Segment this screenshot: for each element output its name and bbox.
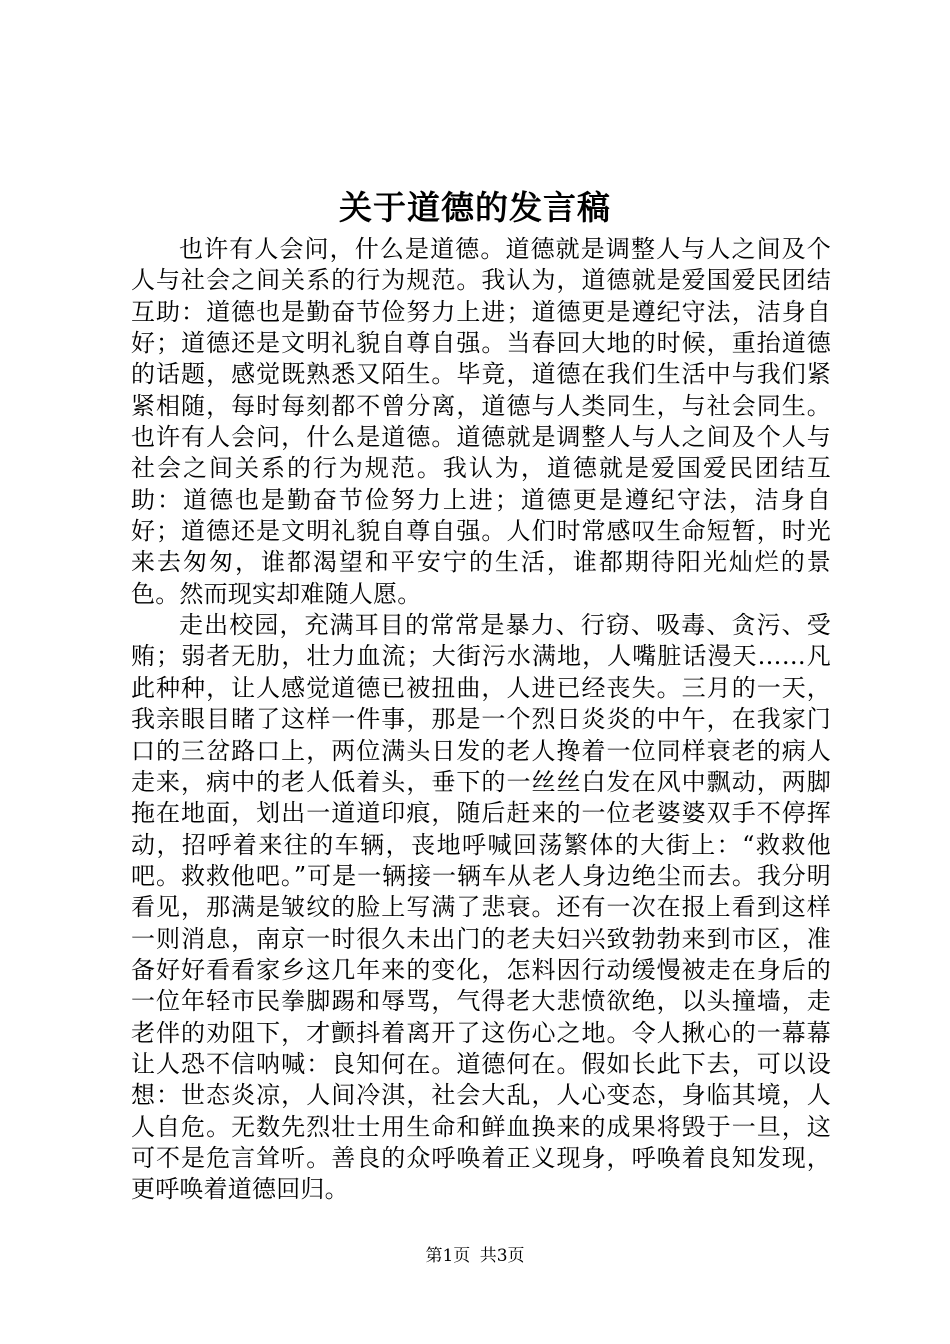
document-body: [131, 234, 831, 1206]
page-number: 第1页: [425, 1246, 471, 1266]
paragraph-2: 走出校园，充满耳目的常常是暴力、行窃、吸毒、贪污、受贿；弱者无肋，壮力血流；大街污水满地，人嘴脏话漫天……凡此种种，让人感觉道德已被扭曲，人进已经丧失。三月的一天，我亲眼目睹了这样一件事，那是一个烈日炎炎的中午，在我家门口的三岔路口上，两位满头日发的老人搀着一位同样衰老的病人走来，病中的老人低着头，垂下的一丝丝白发在风中飘动，两脚拖在地面，划出一道道印痕，随后赶来的一位老婆婆双手不停挥动，招呼着来往的车辆，丧地呼喊回荡繁体的大街上：“救救他吧。救救他吧。”可是一辆接一辆车从老人身边绝尘而去。我分明看见，那满是皱纹的脸上写满了悲衰。还有一次在报上看到这样一则消息，南京一时很久未出门的老夫妇兴致勃勃来到市区，准备好好看看家乡这几年来的变化，怎料因行动缓慢被走在身后的一位年轻市民拳脚踢和辱骂，气得老大悲愤欲绝，以头撞墙，走老伴的劝阻下，才颤抖着离开了这伤心之地。令人揪心的一幕幕让人恐不信呐喊：良知何在。道德何在。假如长此下去，可以设想：世态炎凉，人间冷淇，社会大乱，人心变态，身临其境，人人自危。无数先烈壮士用生命和鲜血换来的成果将毁于一旦，这可不是危言耸听。善良的众呼唤着正义现身，呼唤着良知发现，更呼唤着道德回归。: [131, 611, 831, 1204]
page-total: 共3页: [479, 1246, 525, 1266]
page-footer: [0, 1244, 950, 1268]
paragraph-1: 也许有人会问，什么是道德。道德就是调整人与人之间及个人与社会之间关系的行为规范。我认为，道德就是爱国爱民团结互助：道德也是勤奋节俭努力上进；道德更是遵纪守法，洁身自好；道德还是文明礼貌自尊自强。当春回大地的时候，重抬道德的话题，感觉既熟悉又陌生。毕竟，道德在我们生活中与我们紧紧相随，每时每刻都不曾分离，道德与人类同生，与社会同生。也许有人会问，什么是道德。道德就是调整人与人之间及个人与社会之间关系的行为规范。我认为，道德就是爱国爱民团结互助：道德也是勤奋节俭努力上进；道德更是遵纪守法，洁身自好；道德还是文明礼貌自尊自强。人们时常感叹生命短暂，时光来去匆匆，谁都渴望和平安宁的生活，谁都期待阳光灿烂的景色。然而现实却难随人愿。: [131, 235, 831, 608]
page-title: 关于道德的发言稿: [339, 188, 611, 227]
